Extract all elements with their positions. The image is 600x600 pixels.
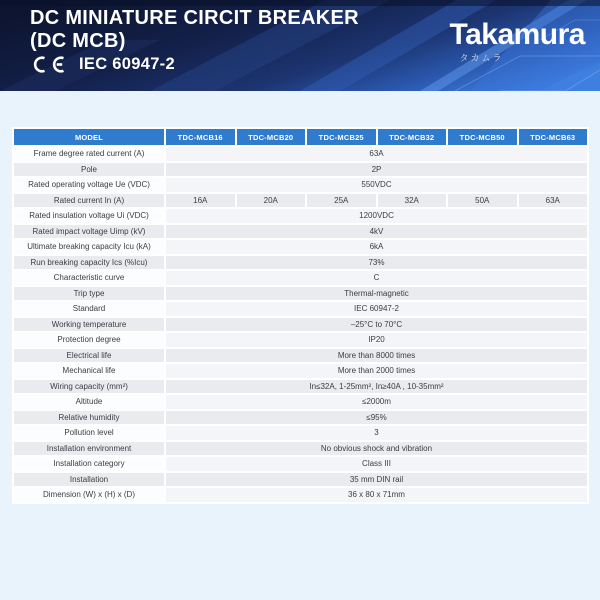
spec-table-container — [12, 127, 588, 504]
table-row — [14, 349, 587, 363]
spec-value: 1200VDC — [166, 209, 587, 223]
table-row — [14, 488, 587, 502]
table-row — [14, 380, 587, 394]
spec-value: 36 x 80 x 71mm — [166, 488, 587, 502]
spec-value: 63A — [519, 194, 588, 208]
table-row — [14, 271, 587, 285]
brand-name-japanese: タカムラ — [459, 53, 504, 63]
spec-value: 20A — [237, 194, 306, 208]
brand-logo — [449, 20, 585, 64]
spec-label: Installation category — [14, 457, 164, 471]
spec-value: 2P — [166, 163, 587, 177]
spec-value: 16A — [166, 194, 235, 208]
spec-label: Wiring capacity (mm²) — [14, 380, 164, 394]
spec-label: Altitude — [14, 395, 164, 409]
table-row — [14, 240, 587, 254]
table-row — [14, 457, 587, 471]
column-header: TDC-MCB32 — [378, 129, 447, 145]
spec-value: 3 — [166, 426, 587, 440]
spec-label: Trip type — [14, 287, 164, 301]
table-row — [14, 178, 587, 192]
spec-label: Installation — [14, 473, 164, 487]
spec-label: Electrical life — [14, 349, 164, 363]
spec-label: Pollution level — [14, 426, 164, 440]
table-row — [14, 287, 587, 301]
spec-label: Rated insulation voltage Ui (VDC) — [14, 209, 164, 223]
table-row — [14, 225, 587, 239]
spec-label: Rated operating voltage Ue (VDC) — [14, 178, 164, 192]
spec-value: C — [166, 271, 587, 285]
table-row — [14, 473, 587, 487]
spec-value: –25°C to 70°C — [166, 318, 587, 332]
spec-label: Relative humidity — [14, 411, 164, 425]
spec-value: 63A — [166, 147, 587, 161]
spec-value: 32A — [378, 194, 447, 208]
spec-value: No obvious shock and vibration — [166, 442, 587, 456]
spec-label: Ultimate breaking capacity Icu (kA) — [14, 240, 164, 254]
iec-standard-text: IEC 60947-2 — [79, 55, 175, 73]
table-row — [14, 426, 587, 440]
table-row — [14, 318, 587, 332]
table-row — [14, 163, 587, 177]
column-header: TDC-MCB25 — [307, 129, 376, 145]
spec-value: 6kA — [166, 240, 587, 254]
page-title-line2: (DC MCB) — [30, 29, 126, 52]
table-header-row — [14, 129, 587, 145]
spec-value: 550VDC — [166, 178, 587, 192]
spec-value: ≤2000m — [166, 395, 587, 409]
spec-value: More than 2000 times — [166, 364, 587, 378]
spec-label: Pole — [14, 163, 164, 177]
spec-label: Dimension (W) x (H) x (D) — [14, 488, 164, 502]
table-row — [14, 442, 587, 456]
spec-value: More than 8000 times — [166, 349, 587, 363]
table-row — [14, 333, 587, 347]
spec-value: IP20 — [166, 333, 587, 347]
spec-value: 4kV — [166, 225, 587, 239]
spec-value: 73% — [166, 256, 587, 270]
table-row — [14, 209, 587, 223]
page-title-line1: DC MINIATURE CIRCIT BREAKER — [30, 7, 359, 29]
spec-value: IEC 60947-2 — [166, 302, 587, 316]
spec-value: 35 mm DIN rail — [166, 473, 587, 487]
column-header-model: MODEL — [14, 129, 164, 145]
column-header: TDC-MCB20 — [237, 129, 306, 145]
spec-label: Frame degree rated current (A) — [14, 147, 164, 161]
spec-label: Protection degree — [14, 333, 164, 347]
spec-label: Installation environment — [14, 442, 164, 456]
spec-label: Run breaking capacity Ics (%Icu) — [14, 256, 164, 270]
spec-table — [12, 127, 589, 504]
table-row — [14, 302, 587, 316]
column-header: TDC-MCB16 — [166, 129, 235, 145]
spec-value: In≤32A, 1-25mm², In≥40A , 10-35mm² — [166, 380, 587, 394]
spec-label: Rated current In (A) — [14, 194, 164, 208]
spec-value: Class III — [166, 457, 587, 471]
brand-name: Takamura — [449, 18, 585, 51]
spec-value: 50A — [448, 194, 517, 208]
table-row — [14, 147, 587, 161]
spec-table-body — [14, 147, 587, 502]
spec-value: Thermal-magnetic — [166, 287, 587, 301]
table-row — [14, 364, 587, 378]
header-banner — [0, 0, 600, 91]
spec-label: Working temperature — [14, 318, 164, 332]
spec-label: Characteristic curve — [14, 271, 164, 285]
page-title — [30, 7, 359, 52]
column-header: TDC-MCB63 — [519, 129, 588, 145]
table-row — [14, 194, 587, 208]
column-header: TDC-MCB50 — [448, 129, 517, 145]
spec-value: 25A — [307, 194, 376, 208]
spec-label: Standard — [14, 302, 164, 316]
spec-label: Mechanical life — [14, 364, 164, 378]
spec-label: Rated impact voltage Uimp (kV) — [14, 225, 164, 239]
spec-value: ≤95% — [166, 411, 587, 425]
table-row — [14, 411, 587, 425]
ce-mark-icon — [30, 56, 68, 73]
table-row — [14, 256, 587, 270]
table-row — [14, 395, 587, 409]
